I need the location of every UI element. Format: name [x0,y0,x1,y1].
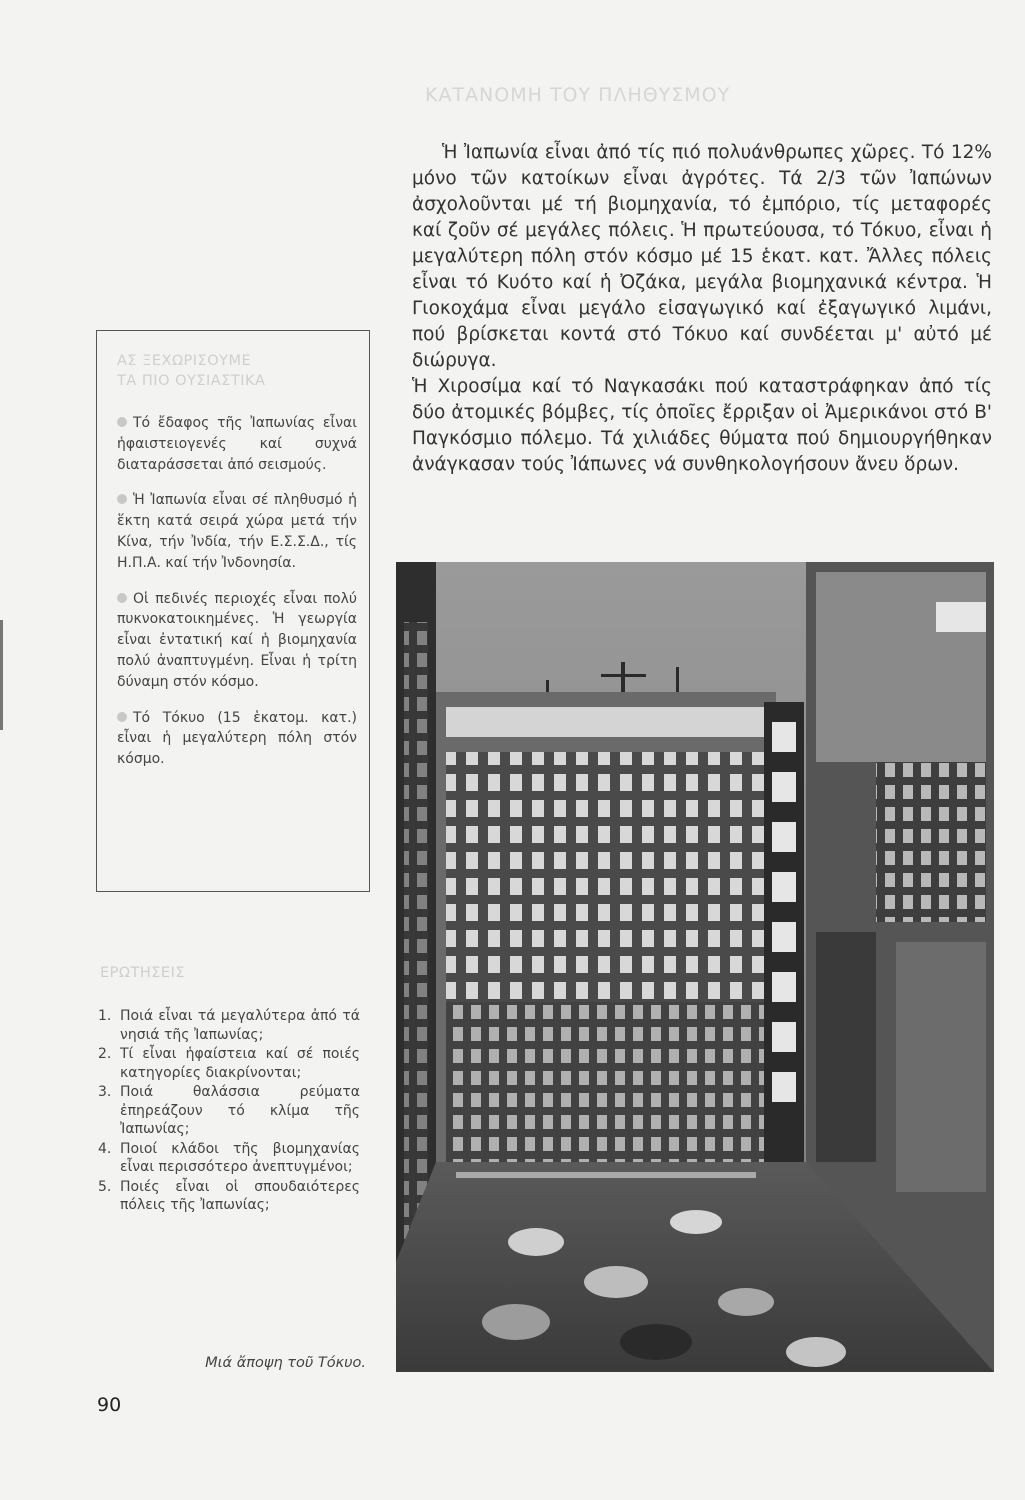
question-number: 5. [98,1178,112,1195]
question-number: 3. [98,1084,112,1100]
questions-list [98,1007,360,1216]
bullet-icon [117,593,127,603]
question-text: Ποιά εἶναι τά μεγαλύτερα ἀπό τά νησιά τῆς Ἰαπωνίας; [120,1008,360,1043]
summary-box [96,330,370,892]
bullet-icon [117,712,127,722]
scan-edge-mark [0,620,3,730]
photo-caption: Μιά ἄποψη τοῦ Τόκυο. [205,1355,366,1371]
question-number: 4. [98,1140,112,1157]
summary-item-text: Ἡ Ἰαπωνία εἶναι σέ πληθυσμό ἡ ἕκτη κατά σειρά χώρα μετά τήν Κίνα, τήν Ἰνδία, τήν Ε.Σ.Σ.Δ., τίς Η.Π.Α. καί τήν Ἰνδονησία. [117,492,357,571]
summary-title-line: ΑΣ ΞΕΧΩΡΙΣΟΥΜΕ [117,353,252,369]
photo-illustration [396,562,994,1372]
page-number: 90 [97,1394,122,1416]
summary-item [117,708,357,770]
question-item [98,1083,360,1139]
summary-item-text: Τό ἔδαφος τῆς Ἰαπωνίας εἶναι ἡφαιστειογενές καί συχνά διαταράσσεται ἀπό σεισμούς. [117,415,357,473]
question-text: Ποιοί κλάδοι τῆς βιομηχανίας εἶναι περισσότερο ἀνεπτυγμένοι; [120,1140,360,1175]
question-item [98,1007,360,1044]
summary-item [117,490,357,573]
questions-title: ΕΡΩΤΗΣΕΙΣ [100,965,186,981]
question-item [98,1140,360,1177]
summary-title [117,351,357,391]
summary-item [117,413,357,475]
bullet-icon [117,417,127,427]
main-text [412,140,992,478]
paragraph: Ἡ Ἰαπωνία εἶναι ἀπό τίς πιό πολυάνθρωπες χῶρες. Τό 12% μόνο τῶν κατοίκων εἶναι ἀγρότες. Τά 2/3 τῶν Ἰαπώνων ἀσχολοῦνται μέ τή βιομηχανία, τό ἐμπόριο, τίς μεταφορές καί ζοῦν σέ μεγάλες πόλεις. Ἡ πρωτεύουσα, τό Τόκυο, εἶναι ἡ μεγαλύτερη πόλη στόν κόσμο μέ 15 ἑκατ. κατ. Ἄλλες πόλεις εἶναι τό Κυότο καί ἡ Ὀζάκα, μεγάλα βιομηχανικά κέντρα. Ἡ Γιοκοχάμα εἶναι μεγάλο εἰσαγωγικό καί ἐξαγωγικό λιμάνι, πού βρίσκεται κοντά στό Τόκυο καί συνδέεται μ' αὐτό μέ διώρυγα. [412,142,992,371]
section-title: ΚΑΤΑΝΟΜΗ ΤΟΥ ΠΛΗΘΥΣΜΟΥ [425,84,731,106]
tokyo-street-photo [396,562,994,1372]
question-number: 2. [98,1046,112,1062]
question-text: Ποιές εἶναι οἱ σπουδαιότερες πόλεις τῆς Ἰαπωνίας; [120,1178,360,1213]
bullet-icon [117,494,127,504]
summary-item-text: Οἱ πεδινές περιοχές εἶναι πολύ πυκνοκατοικημένες. Ἡ γεωργία εἶναι ἐντατική καί ἡ βιομηχανία πολύ ἀναπτυγμένη. Εἶναι ἡ τρίτη δύναμη στόν κόσμο. [117,590,357,690]
paragraph: Ἡ Χιροσίμα καί τό Ναγκασάκι πού καταστράφηκαν ἀπό τίς δύο ἀτομικές βόμβες, τίς ὁποῖες ἔρριξαν οἱ Ἀμερικάνοι στό Β' Παγκόσμιο πόλεμο. Τά χιλιάδες θύματα πού δημιουργήθηκαν ἀνάγκασαν τούς Ἰάπωνες νά συνθηκολογήσουν ἄνευ ὅρων. [412,376,992,475]
question-number: 1. [98,1008,112,1024]
question-text: Τί εἶναι ἡφαίστεια καί σέ ποιές κατηγορίες διακρίνονται; [120,1046,360,1081]
question-item [98,1178,360,1215]
summary-item-text: Τό Τόκυο (15 ἑκατομ. κατ.) εἶναι ἡ μεγαλύτερη πόλη στόν κόσμο. [117,709,357,768]
question-item [98,1045,360,1082]
question-text: Ποιά θαλάσσια ρεύματα ἐπηρεάζουν τό κλίμα τῆς Ἰαπωνίας; [120,1084,360,1137]
summary-item [117,589,357,693]
summary-title-line: ΤΑ ΠΙΟ ΟΥΣΙΑΣΤΙΚΑ [117,373,266,389]
